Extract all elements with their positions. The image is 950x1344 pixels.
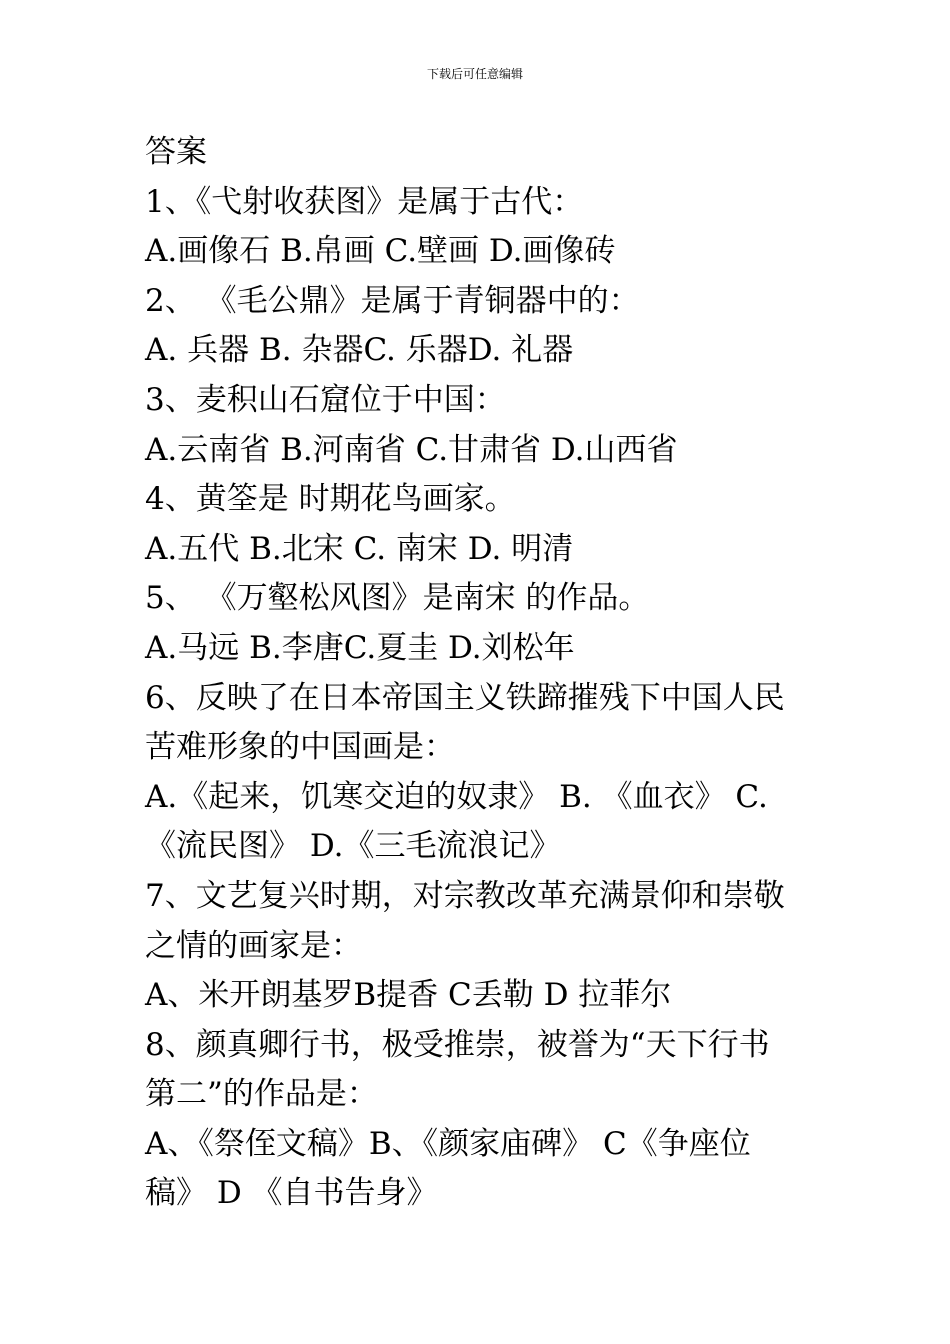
question-7-text-line-1: 7、文艺复兴时期，对宗教改革充满景仰和崇敬 bbox=[145, 877, 785, 914]
question-7-text-line-2: 之情的画家是： bbox=[145, 927, 362, 964]
question-2-options: A. 兵器 B. 杂器C. 乐器D. 礼器 bbox=[145, 332, 574, 369]
question-7-options: A、米开朗基罗B提香 C丢勒 D 拉菲尔 bbox=[145, 977, 672, 1014]
question-6-options-line-2: 《流民图》 D.《三毛流浪记》 bbox=[145, 828, 561, 865]
question-3-options: A.云南省 B.河南省 C.甘肃省 D.山西省 bbox=[145, 431, 678, 468]
question-4-text: 4、黄筌是 时期花鸟画家。 bbox=[145, 481, 516, 518]
question-3-text: 3、麦积山石窟位于中国： bbox=[145, 381, 506, 418]
question-8-options-line-1: A、《祭侄文稿》B、《颜家庙碑》 C《争座位 bbox=[145, 1125, 751, 1162]
question-6-text-line-2: 苦难形象的中国画是： bbox=[145, 729, 455, 766]
question-8-options-line-2: 稿》 D 《自书告身》 bbox=[145, 1175, 438, 1212]
question-6-text-line-1: 6、反映了在日本帝国主义铁蹄摧残下中国人民 bbox=[145, 679, 785, 716]
page-header-note: 下载后可任意编辑 bbox=[426, 67, 523, 81]
question-1-text: 1、《弋射收获图》是属于古代： bbox=[145, 183, 584, 220]
document-title: 答案 bbox=[145, 134, 207, 170]
question-6-options-line-1: A.《起来，饥寒交迫的奴隶》 B. 《血衣》 C. bbox=[145, 778, 768, 815]
question-2-text: 2、 《毛公鼎》是属于青铜器中的： bbox=[145, 282, 640, 319]
question-5-text: 5、 《万壑松风图》是南宋 的作品。 bbox=[145, 580, 650, 617]
question-8-text-line-1: 8、颜真卿行书，极受推崇，被誉为“天下行书 bbox=[145, 1026, 770, 1063]
question-4-options: A.五代 B.北宋 C. 南宋 D. 明清 bbox=[145, 530, 574, 567]
question-1-options: A.画像石 B.帛画 C.壁画 D.画像砖 bbox=[145, 233, 616, 270]
question-5-options: A.马远 B.李唐C.夏圭 D.刘松年 bbox=[145, 629, 575, 666]
question-8-text-line-2: 第二”的作品是： bbox=[145, 1076, 378, 1113]
document-body bbox=[145, 128, 815, 1219]
